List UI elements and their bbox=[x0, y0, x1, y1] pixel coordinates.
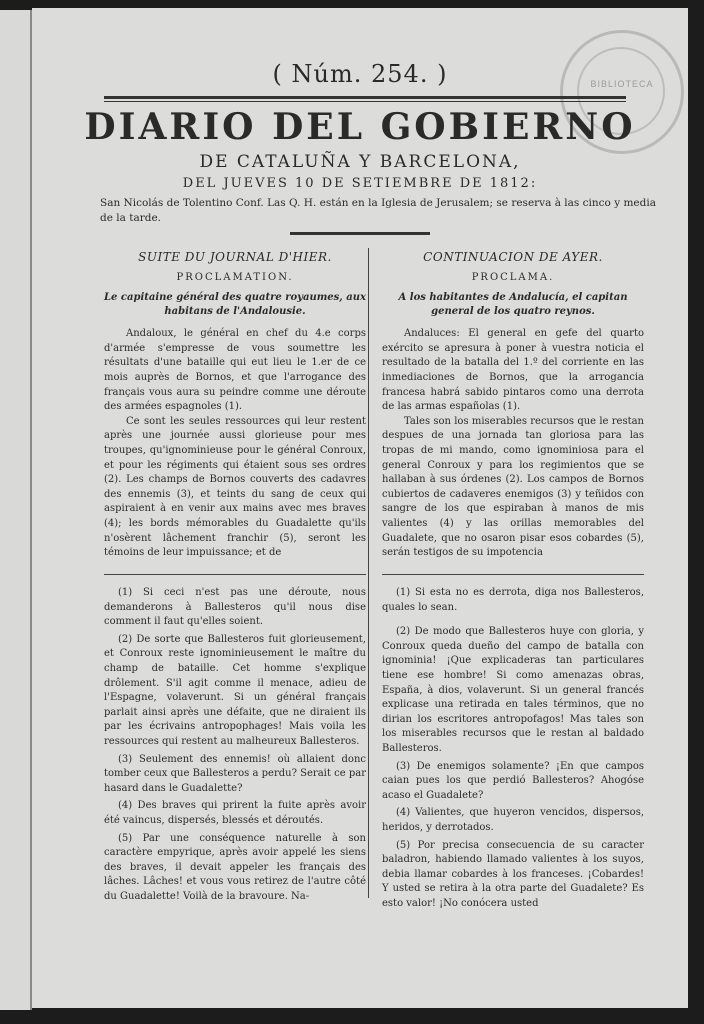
issue-number: ( Núm. 254. ) bbox=[272, 60, 448, 88]
french-paragraph: Andaloux, le général en chef du 4.e corps d'armée s'empresse de vous soumettre les résultats d'une bataille qui eut lieu le 1.er de ce mois auprès de Bornos, et que l'arrogance des français vous aura su peindre comme une déroute des armées espagnoles (1). bbox=[104, 328, 366, 413]
french-proclamation-label: PROCLAMATION. bbox=[176, 271, 294, 283]
notice-rule bbox=[290, 232, 430, 235]
spanish-footnote: (3) De enemigos solamente? ¡En que campos caian pues los que perdió Ballesteros? Ahogóse acaso el Guadalete? bbox=[382, 760, 644, 801]
french-column bbox=[104, 250, 366, 561]
newspaper-title: DIARIO DEL GOBIERNO bbox=[84, 106, 636, 148]
left-page-edge bbox=[0, 10, 32, 1010]
french-footnote: (5) Par une conséquence naturelle à son caractère empyrique, après avoir appelé les siens des braves, il devait appeler les français des lâches. Lâches! et vous vous retirez de l'autre côté du Guadalette! Voilà de la bravoure. Na- bbox=[104, 832, 366, 902]
french-footnote: (4) Des braves qui prirent la fuite après avoir été vaincus, dispersés, blessés et déroutés. bbox=[104, 800, 366, 826]
french-column-heading: SUITE DU JOURNAL D'HIER. bbox=[138, 250, 332, 264]
spanish-footnote: (5) Por precisa consecuencia de su caracter baladron, habiendo llamado valientes à los suyos, debia llamar cobardes à los franceses. ¡Cobardes! Y usted se retira à la otra parte del Guadalete? Es esto valor! ¡No conócera usted bbox=[382, 839, 644, 909]
french-address-line: Le capitaine général des quatre royaumes, aux habitans de l'Andalousie. bbox=[104, 292, 366, 318]
french-paragraph: Ce sont les seules ressources qui leur restent après une journée aussi glorieuse pour mes troupes, qu'ignominieuse pour le général Conroux, et pour les régiments qui étaient sous ses ordres (2). Les champs de Bornos couverts des cadavres des ennemis (3), et teints du sang de ceux qui aspiraient à en venir aux mains avec mes braves (4); les bords mémorables du Guadalette qu'ils n'osèrent lâchement franchir (5), seront les témoins de leur impuissance; et de bbox=[104, 415, 366, 559]
saint-day-notice: San Nicolás de Tolentino Conf. Las Q. H. están en la Iglesia de Jerusalem; se reserva à las cinco y media de la tarde. bbox=[100, 197, 656, 224]
newspaper-page bbox=[32, 8, 688, 1008]
spanish-footnotes bbox=[382, 586, 644, 914]
spanish-footnote-rule bbox=[382, 574, 644, 575]
spanish-column bbox=[382, 250, 644, 561]
stamp-text: BIBLIOTECA bbox=[590, 79, 654, 89]
column-divider bbox=[368, 248, 369, 898]
issue-date: DEL JUEVES 10 DE SETIEMBRE DE 1812: bbox=[182, 176, 538, 191]
spanish-footnote: (4) Valientes, que huyeron vencidos, dispersos, heridos, y derrotados. bbox=[382, 807, 644, 833]
newspaper-subtitle: DE CATALUÑA Y BARCELONA, bbox=[199, 152, 521, 172]
spanish-footnote: (1) Si esta no es derrota, diga nos Ballesteros, quales lo sean. bbox=[382, 587, 644, 613]
header-rule-top-thin bbox=[104, 101, 626, 102]
header-rule-top bbox=[104, 96, 626, 99]
spanish-proclamation-label: PROCLAMA. bbox=[471, 271, 555, 283]
spanish-column-heading: CONTINUACION DE AYER. bbox=[423, 250, 603, 264]
spanish-footnote: (2) De modo que Ballesteros huye con gloria, y Conroux queda dueño del campo de batalla con ignominia! ¡Que explicaderas tan particulares tiene ese hombre! Si como amenazas obras, España, à dios, volaverunt. Si un general francés explicase una retirada en tales términos, que no dirian los escritores antropofagos! Mas tales son los miserables recursos que le restan al baldado Ballesteros. bbox=[382, 626, 644, 754]
french-footnote-rule bbox=[104, 574, 366, 575]
french-footnote: (3) Seulement des ennemis! où allaient donc tomber ceux que Ballesteros a perdu? Serait ce par hasard dans le Guadalette? bbox=[104, 753, 366, 794]
french-footnotes bbox=[104, 586, 366, 907]
french-footnote: (1) Si ceci n'est pas une déroute, nous demanderons à Ballesteros qu'il nous dise comment il faut qu'elles soient. bbox=[104, 587, 366, 628]
spanish-paragraph: Andaluces: El general en gefe del quarto exército se apresura à poner à vuestra noticia el resultado de la batalla del 1.º del corriente en las inmediaciones de Bornos, que la arrogancia francesa habrá sabido pintaros como una derrota de las armas españolas (1). bbox=[382, 328, 644, 413]
spanish-paragraph: Tales son los miserables recursos que le restan despues de una jornada tan gloriosa para las tropas de mi mando, como ignominiosa para el general Conroux y para los regimientos que se hallaban à sus órdenes (2). Los campos de Bornos cubiertos de cadaveres enemigos (3) y teñidos con sangre de los que espiraban à manos de mis valientes (4) y las orillas memorables del Guadalete, que no osaron pisar esos cobardes (5), serán testigos de su impotencia bbox=[382, 415, 644, 559]
spanish-address-line: A los habitantes de Andalucía, el capitan general de los quatro reynos. bbox=[398, 292, 628, 318]
french-footnote: (2) De sorte que Ballesteros fuit glorieusement, et Conroux reste ignominieusement le maître du champ de bataille. Cet homme s'explique drôlement. S'il agit comme il menace, adieu de l'Espagne, volaverunt. Si un général français parlait ainsi après une défaite, que ne diraient ils par les écrivains antropophages! Mais voila les ressources qui restent au malheureux Ballesteros. bbox=[104, 633, 366, 747]
